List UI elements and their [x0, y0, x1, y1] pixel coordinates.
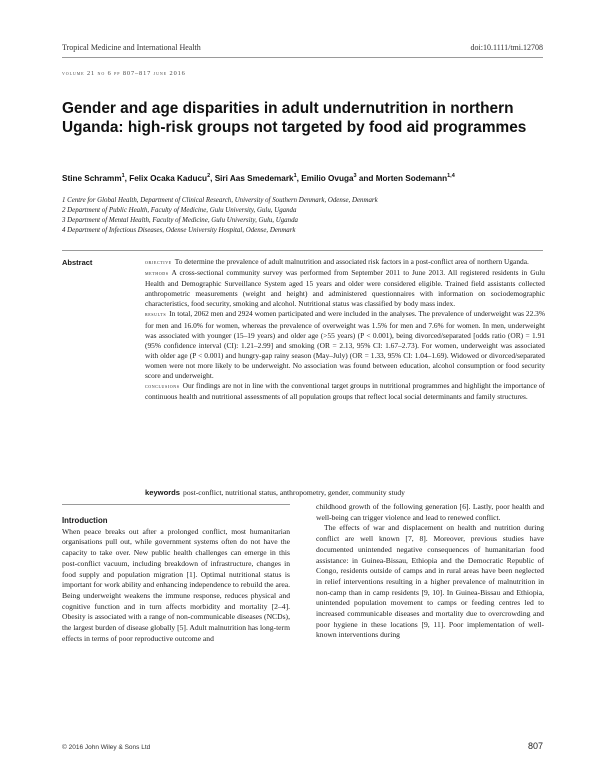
- affiliation-1: 1 Centre for Global Health, Department of Clinical Research, University of Southern Denmark, Odense, Denmark: [62, 197, 378, 204]
- abstract-label: Abstract: [62, 258, 93, 267]
- author: Stine Schramm$^1$: [62, 173, 125, 183]
- abstract-top-rule: [62, 250, 543, 251]
- body-right-column: [316, 502, 544, 641]
- article-title: Gender and age disparities in adult undernutrition in northern Uganda: high-risk groups not targeted by food aid programmes: [62, 100, 527, 136]
- journal-name: Tropical Medicine and International Health: [62, 43, 201, 52]
- doi[interactable]: doi:10.1111/tmi.12708: [470, 43, 543, 52]
- keywords: keywords post-conflict, nutritional status, anthropometry, gender, community study: [145, 488, 405, 497]
- header-rule: [62, 57, 543, 58]
- author-list: Stine Schramm$^1$, Felix Ocaka Kaducu$^2$, Siri Aas Smedemark$^1$, Emilio Ovuga$^3$ and Morten Sodemann$^{1,4}$: [62, 173, 455, 183]
- issue-info: volume 21 no 6 pp 807–817 june 2016: [62, 70, 186, 77]
- abstract-methods: methods A cross-sectional community survey was performed from September 2011 to June 2013. All registered residents in Gulu Health and Demographic Surveillance System aged 15 years and older were considered eligible. Trained field assistants collected anthropometric measurements (weight and height) and administered questionnaires with information on sociodemographic characteristics, food security, smoking and alcohol. Nutritional status was classified by body mass index.: [145, 268, 545, 309]
- page-number: 807: [527, 741, 543, 751]
- affiliation-4: 4 Department of Infectious Diseases, Odense University Hospital, Odense, Denmark: [62, 227, 296, 234]
- author: Morten Sodemann$^{1,4}$: [375, 173, 455, 183]
- affiliation-3: 3 Department of Mental Health, Faculty of Medicine, Gulu University, Gulu, Uganda: [62, 217, 298, 224]
- body-paragraph: The effects of war and displacement on health and nutrition during conflict are well known [7, 8]. Moreover, previous studies have documented unintended negative consequences of humanitarian food assistance: in Guinea-Bissau, Ethiopia and the Democratic Republic of Congo, residents outside of camps and in rural areas have been neglected in relief interventions resulting in a higher prevalence of malnutrition in non-camp than in camp residents [9, 10]. In Guinea-Bissau and Ethiopia, unintended population movement to camps or feeding centres led to increased communicable diseases and mortality due to overcrowding and poor hygiene in these locations [9, 11]. Poor implementation of well-known interventions during: [316, 523, 544, 640]
- introduction-heading: Introduction: [62, 516, 108, 525]
- abstract-objective: objective To determine the prevalence of adult malnutrition and associated risk factors in a post-conflict area of northern Uganda.: [145, 257, 529, 266]
- copyright: © 2016 John Wiley & Sons Ltd: [62, 744, 151, 751]
- author: Emilio Ovuga$^3$: [301, 173, 357, 183]
- body-left-rule: [62, 504, 290, 505]
- abstract-conclusions: conclusions Our findings are not in line with the conventional target groups in nutritional programmes and highlight the importance of continuous health and nutritional assessments of all population groups that reflect local social determinants and family structures.: [145, 381, 545, 402]
- author: Siri Aas Smedemark$^1$: [214, 173, 297, 183]
- affiliation-2: 2 Department of Public Health, Faculty of Medicine, Gulu University, Gulu, Uganda: [62, 207, 297, 214]
- author: Felix Ocaka Kaducu$^2$: [129, 173, 211, 183]
- abstract-results: results In total, 2062 men and 2924 women participated and were included in the analyses. The prevalence of underweight was 22.3% for men and 16.0% for women, whereas the prevalence of overweight was 1.5% for men and 7.6% for women. In men, underweight was associated with younger (15–19 years) and older age (>55 years) (P < 0.001), being divorced/separated [odds ratio (OR) = 1.91 (95% confidence interval (CI): 1.21–2.99] and smoking (OR = 2.13, 95% CI: 1.67–2.73). For women, underweight was associated with older age (P < 0.001) and hungry-gap rainy season (May–July) (OR = 1.33, 95% CI: 1.04–1.69). Widowed or divorced/separated women were not more likely to be underweight. No association was found between education, alcohol consumption or food security score and underweight.: [145, 309, 545, 381]
- abstract-body: [145, 257, 545, 402]
- affiliation-list: [62, 196, 544, 236]
- body-paragraph: When peace breaks out after a prolonged conflict, most humanitarian organisations pull out, while government systems often do not have the capacity to take over. New public health challenges can emerge in this post-conflict vacuum, including breakdown of infrastructure, changes in food supply and population migration [1]. Optimal nutritional status is important for work ability and enhancing independence to rebuild the area. Being underweight weakens the immune response, reduces physical and cognitive function and in turn affects morbidity and mortality [2–4]. Obesity is associated with a range of non-communicable diseases (NCDs), the largest burden of disease globally [5]. Adult malnutrition has long-term effects in terms of poor reproductive outcome and: [62, 526, 290, 643]
- body-paragraph: childhood growth of the following generation [6]. Lastly, poor health and well-being can trigger violence and lead to renewed conflict.: [316, 502, 544, 522]
- body-left-column: [62, 516, 290, 644]
